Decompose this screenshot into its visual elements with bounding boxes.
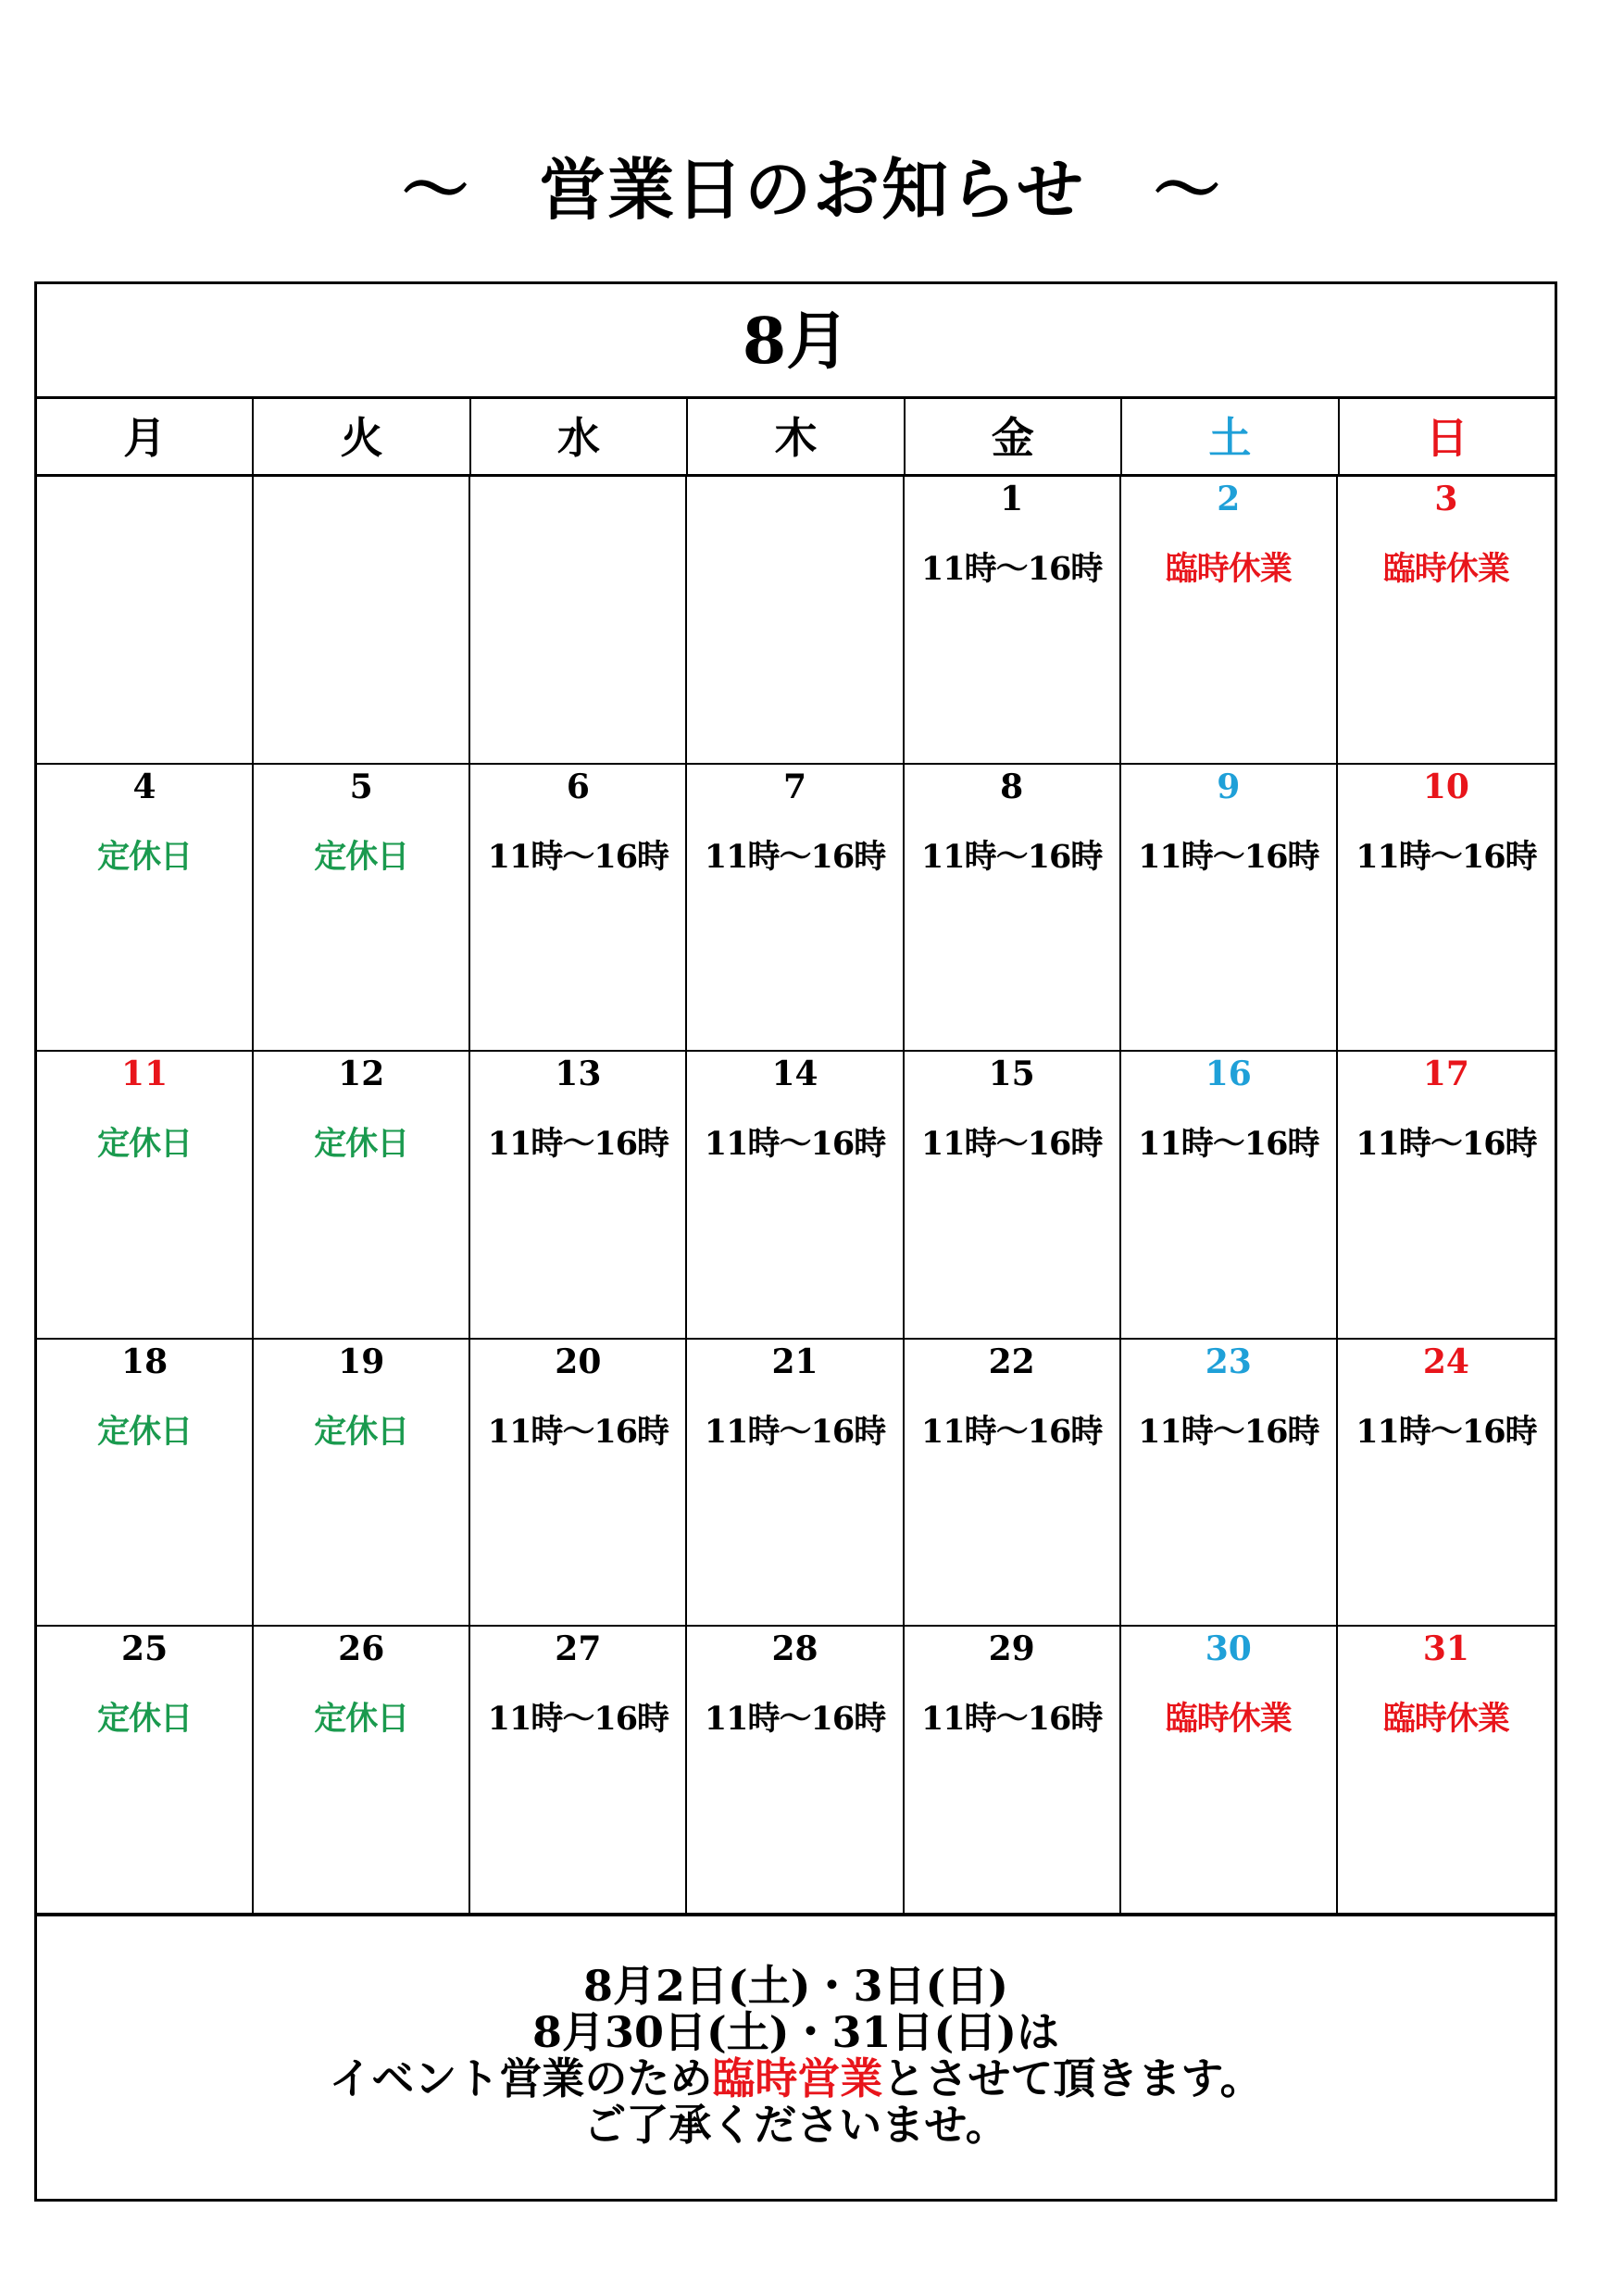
day-cell (254, 765, 470, 1053)
day-number: 1 (1000, 480, 1024, 518)
day-number: 15 (988, 1054, 1035, 1094)
notice-line-1: 8月2日(土)・3日(日) (582, 1961, 1009, 2011)
day-number: 9 (1217, 767, 1241, 806)
page-title: ～ 営業日のお知らせ ～ (402, 150, 1222, 229)
day-number: 4 (132, 767, 156, 806)
day-status: 11時～16時 (1355, 1412, 1537, 1451)
notice-line-4: ご了承くださいませ。 (583, 2100, 1008, 2150)
day-status: 11時～16時 (704, 1700, 886, 1739)
day-status: 11時～16時 (1355, 1125, 1537, 1164)
day-cell (905, 1627, 1121, 1915)
day-cell (470, 1340, 687, 1628)
day-status: 臨時休業 (1165, 1700, 1292, 1739)
day-status: 11時～16時 (920, 550, 1103, 588)
day-cell (1121, 477, 1338, 765)
day-cell (470, 477, 687, 765)
weekday-tue: 火 (254, 399, 470, 474)
day-cell (1338, 477, 1555, 765)
day-status: 定休日 (97, 837, 193, 876)
day-cell (254, 1627, 470, 1915)
day-cell (37, 1052, 254, 1340)
day-number: 12 (338, 1054, 385, 1094)
day-cell (254, 477, 470, 765)
day-status: 定休日 (314, 1412, 409, 1451)
weekday-wed: 水 (471, 399, 688, 474)
weekday-mon: 月 (37, 399, 254, 474)
day-cell (254, 1052, 470, 1340)
day-status: 臨時休業 (1165, 550, 1292, 588)
notice-line-3-after: とさせて頂きます。 (882, 2053, 1263, 2103)
day-status: 11時～16時 (487, 837, 669, 876)
day-status: 11時～16時 (487, 1700, 669, 1739)
day-cell (1121, 1052, 1338, 1340)
day-number: 25 (121, 1629, 169, 1669)
day-number: 2 (1217, 480, 1241, 518)
day-status: 11時～16時 (487, 1412, 669, 1451)
day-number: 16 (1205, 1054, 1252, 1094)
day-cell (37, 477, 254, 765)
day-status: 11時～16時 (704, 1125, 886, 1164)
day-status: 定休日 (314, 1700, 409, 1739)
calendar (34, 281, 1557, 2202)
day-cell (37, 765, 254, 1053)
notice-highlight: 臨時営業 (712, 2053, 883, 2103)
day-status: 11時～16時 (1138, 1412, 1319, 1451)
day-cell (37, 1627, 254, 1915)
day-cell (1121, 765, 1338, 1053)
notice-line-3 (37, 2055, 1555, 2102)
day-cell (687, 1340, 904, 1628)
weekday-thu: 木 (688, 399, 905, 474)
notice-line-3-before: イベント営業のため (329, 2053, 713, 2103)
day-number: 22 (988, 1341, 1035, 1381)
day-status: 11時～16時 (920, 1125, 1103, 1164)
day-number: 17 (1422, 1054, 1469, 1094)
weekday-row (37, 399, 1555, 477)
day-status: 臨時休業 (1382, 550, 1509, 588)
day-number: 6 (566, 767, 590, 806)
day-status: 定休日 (314, 837, 409, 876)
day-cell (470, 1052, 687, 1340)
day-number: 19 (338, 1341, 385, 1381)
day-cell (1121, 1340, 1338, 1628)
day-status: 11時～16時 (487, 1125, 669, 1164)
day-number: 13 (555, 1054, 602, 1094)
day-status: 11時～16時 (704, 1412, 886, 1451)
day-cell (687, 1052, 904, 1340)
day-status: 定休日 (97, 1700, 193, 1739)
day-cell (905, 1052, 1121, 1340)
day-cell (905, 1340, 1121, 1628)
day-cell (1338, 1627, 1555, 1915)
day-number: 11 (121, 1054, 169, 1094)
day-number: 5 (349, 767, 373, 806)
day-cell (470, 1627, 687, 1915)
day-number: 28 (771, 1629, 818, 1669)
weekday-sun: 日 (1425, 413, 1468, 463)
day-status: 臨時休業 (1382, 1700, 1509, 1739)
day-cell (1338, 1340, 1555, 1628)
day-cell (470, 765, 687, 1053)
day-status: 定休日 (314, 1125, 409, 1164)
day-number: 31 (1422, 1629, 1469, 1669)
day-cell (905, 765, 1121, 1053)
day-number: 20 (555, 1341, 602, 1381)
day-number: 8 (1000, 767, 1024, 806)
day-status: 11時～16時 (704, 837, 886, 876)
day-status: 11時～16時 (1355, 837, 1537, 876)
day-cell (1338, 1052, 1555, 1340)
day-number: 30 (1205, 1629, 1252, 1669)
weekday-fri: 金 (906, 399, 1122, 474)
day-number: 26 (338, 1629, 385, 1669)
day-number: 27 (555, 1629, 602, 1669)
day-number: 23 (1205, 1341, 1252, 1381)
day-status: 定休日 (97, 1412, 193, 1451)
day-status: 11時～16時 (1138, 837, 1319, 876)
day-cell (254, 1340, 470, 1628)
day-cell (687, 765, 904, 1053)
notice-line-2: 8月30日(土)・31日(日)は (531, 2007, 1060, 2057)
day-number: 10 (1422, 767, 1469, 806)
day-number: 24 (1422, 1341, 1469, 1381)
weekday-sat: 土 (1122, 399, 1339, 474)
day-number: 7 (782, 767, 807, 806)
day-status: 11時～16時 (920, 1700, 1103, 1739)
month-header: 8月 (37, 284, 1555, 399)
day-cell (1121, 1627, 1338, 1915)
day-cell (687, 477, 904, 765)
day-number: 3 (1434, 480, 1458, 518)
day-cell (37, 1340, 254, 1628)
notice (37, 1915, 1555, 2199)
day-grid (37, 477, 1555, 1915)
day-number: 14 (771, 1054, 818, 1094)
day-cell (905, 477, 1121, 765)
day-cell (1338, 765, 1555, 1053)
day-number: 18 (121, 1341, 169, 1381)
day-status: 定休日 (97, 1125, 193, 1164)
day-status: 11時～16時 (920, 1412, 1103, 1451)
day-number: 29 (988, 1629, 1035, 1669)
day-cell (687, 1627, 904, 1915)
day-number: 21 (771, 1341, 818, 1381)
day-status: 11時～16時 (920, 837, 1103, 876)
day-status: 11時～16時 (1138, 1125, 1319, 1164)
